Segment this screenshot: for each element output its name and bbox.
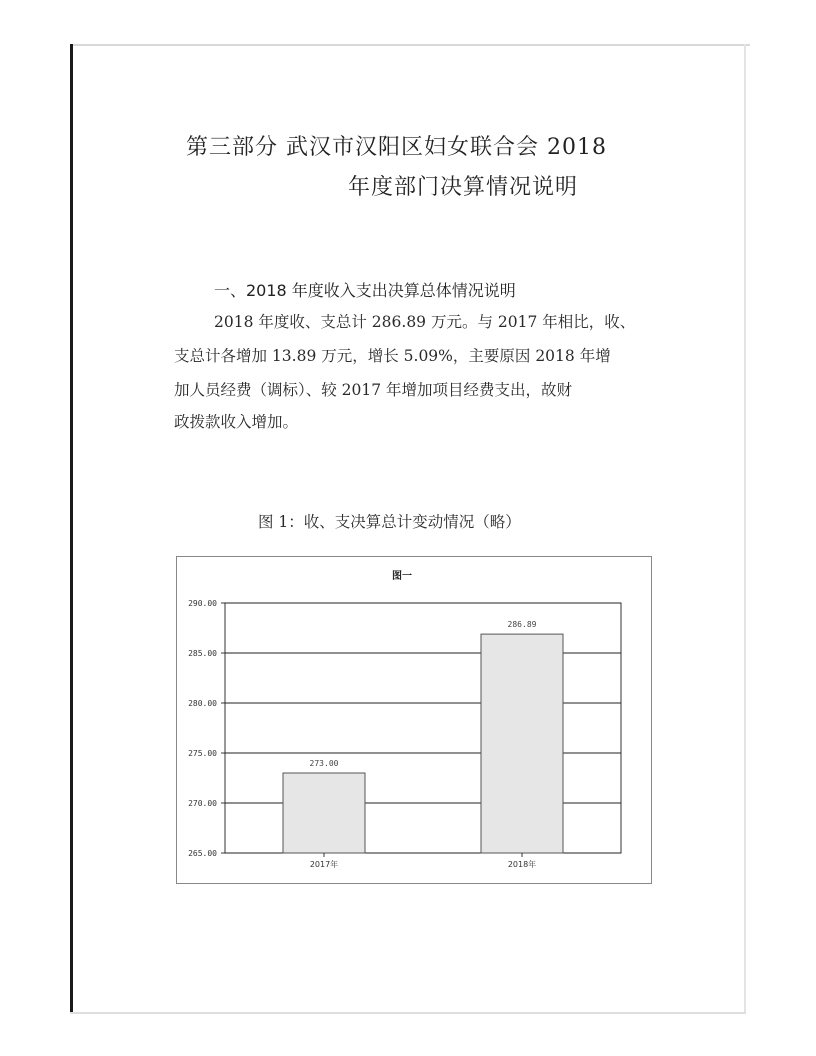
y-tick-label: 265.00 (188, 849, 217, 858)
paragraph-line-3: 加人员经费（调标）、较 2017 年增加项目经费支出，故财 (174, 381, 573, 399)
bar (283, 773, 365, 853)
chart-title: 图一 (392, 571, 412, 582)
y-tick-label: 275.00 (188, 749, 217, 758)
page-bottom-edge (70, 1012, 746, 1014)
page-left-edge (70, 44, 73, 1014)
figure-caption: 图 1：收、支决算总计变动情况（略） (258, 513, 521, 531)
x-tick-label: 2017年 (309, 860, 339, 869)
paragraph-line-2: 支总计各增加 13.89 万元，增长 5.09%，主要原因 2018 年增 (174, 347, 611, 365)
page-title-line-2: 年度部门决算情况说明 (348, 175, 579, 200)
paragraph-line-1: 2018 年度收、支总计 286.89 万元。与 2017 年相比，收、 (214, 313, 636, 331)
y-tick-label: 290.00 (188, 599, 217, 608)
bar (481, 634, 563, 853)
page-title-line-1: 第三部分 武汉市汉阳区妇女联合会 2018 (186, 135, 607, 160)
data-label: 286.89 (507, 620, 537, 630)
bar-chart (177, 557, 651, 883)
data-label: 273.00 (309, 759, 339, 768)
paragraph-line-4: 政拨款收入增加。 (174, 413, 299, 431)
section-title: 一、2018 年度收入支出决算总体情况说明 (214, 281, 516, 300)
page-top-edge (70, 44, 750, 46)
y-tick-label: 280.00 (188, 699, 217, 708)
chart-frame (176, 556, 652, 884)
x-tick-label: 2018年 (507, 860, 537, 869)
y-tick-label: 285.00 (188, 649, 217, 658)
y-tick-label: 270.00 (188, 799, 217, 808)
